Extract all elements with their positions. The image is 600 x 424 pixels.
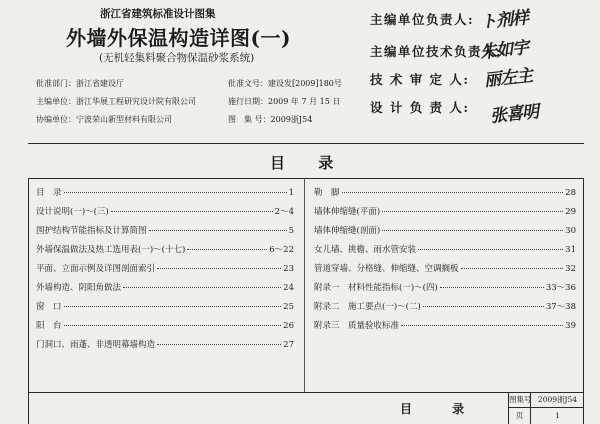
technical-reviewer-signature: 丽左主: [483, 66, 534, 91]
header-divider: [28, 143, 584, 144]
page-subtitle: (无机轻集料聚合物保温砂浆系统): [99, 52, 255, 64]
toc-entry[interactable]: 目 录 1: [36, 188, 294, 198]
atlas-number-label: 图集号: [508, 392, 530, 407]
toc-entry[interactable]: 门洞口、雨蓬、非透明幕墙构造 27: [36, 340, 294, 350]
atlas-number: 图 集 号：2009浙J54: [228, 115, 313, 124]
co-editor-unit: 协编单位：宁波荣山新型材料有限公司: [36, 115, 172, 124]
toc-entry[interactable]: 窗 口 25: [36, 302, 294, 312]
toc-entry[interactable]: 女儿墙、挑檐、雨水管安装 31: [314, 245, 576, 255]
toc-entry[interactable]: 围护结构节能指标及计算简图 5: [36, 226, 294, 236]
editor-unit: 主编单位：浙江华展工程研究设计院有限公司: [36, 97, 196, 106]
toc-entry[interactable]: 墙体伸缩缝(平面) 29: [314, 207, 576, 217]
title-block-grid: [508, 392, 584, 424]
toc-entry[interactable]: 附录一 材料性能指标(一)～(四) 33～36: [314, 283, 576, 293]
toc-entry[interactable]: 阳 台 26: [36, 321, 294, 331]
toc-entry[interactable]: 附录二 施工要点(一)～(二) 37～38: [314, 302, 576, 312]
design-lead-signature: 张喜明: [489, 102, 540, 127]
design-lead-label: 设 计 负 责 人:: [370, 100, 470, 115]
title-block-title: 目 录: [400, 402, 483, 416]
page-label: 页: [508, 408, 530, 424]
page-number: 1: [530, 408, 584, 424]
toc-column-divider: [304, 178, 305, 392]
toc-entry[interactable]: 外墙保温做法及热工选用表(一)～(十七) 6～22: [36, 245, 294, 255]
toc-entry[interactable]: 平面、立面示例及详图剖面索引 23: [36, 264, 294, 274]
technical-head-signature: 朱如宇: [479, 38, 530, 63]
chief-unit-head-label: 主编单位负责人:: [370, 12, 475, 27]
title-block-rule: [28, 392, 584, 393]
atlas-number-value: 2009浙J54: [530, 392, 584, 407]
technical-reviewer-label: 技 术 审 定 人:: [370, 72, 470, 87]
approval-number: 批准文号：建设发[2009]180号: [228, 79, 342, 88]
series-title: 浙江省建筑标准设计图集: [100, 8, 216, 20]
toc-entry[interactable]: 勒 脚 28: [314, 188, 576, 198]
toc-entry[interactable]: 附录三 质量验收标准 39: [314, 321, 576, 331]
effective-date: 施行日期：2009 年 7 月 15 日: [228, 97, 341, 106]
toc-entry[interactable]: 墙体伸缩缝(剖面) 30: [314, 226, 576, 236]
toc-entry[interactable]: 设计说明(一)～(三) 2～4: [36, 207, 294, 217]
approval-department: 批准部门：浙江省建设厅: [36, 79, 124, 88]
toc-entry[interactable]: 管道穿墙、分格缝、伸缩缝、空调搁板 32: [314, 264, 576, 274]
chief-unit-head-signature: ト剂样: [479, 8, 530, 33]
toc-heading: 目 录: [270, 154, 348, 172]
technical-head-label: 主编单位技术负责人:: [370, 44, 503, 59]
toc-entry[interactable]: 外墙构造、阴阳角做法 24: [36, 283, 294, 293]
page-title: 外墙外保温构造详图(一): [66, 26, 291, 50]
